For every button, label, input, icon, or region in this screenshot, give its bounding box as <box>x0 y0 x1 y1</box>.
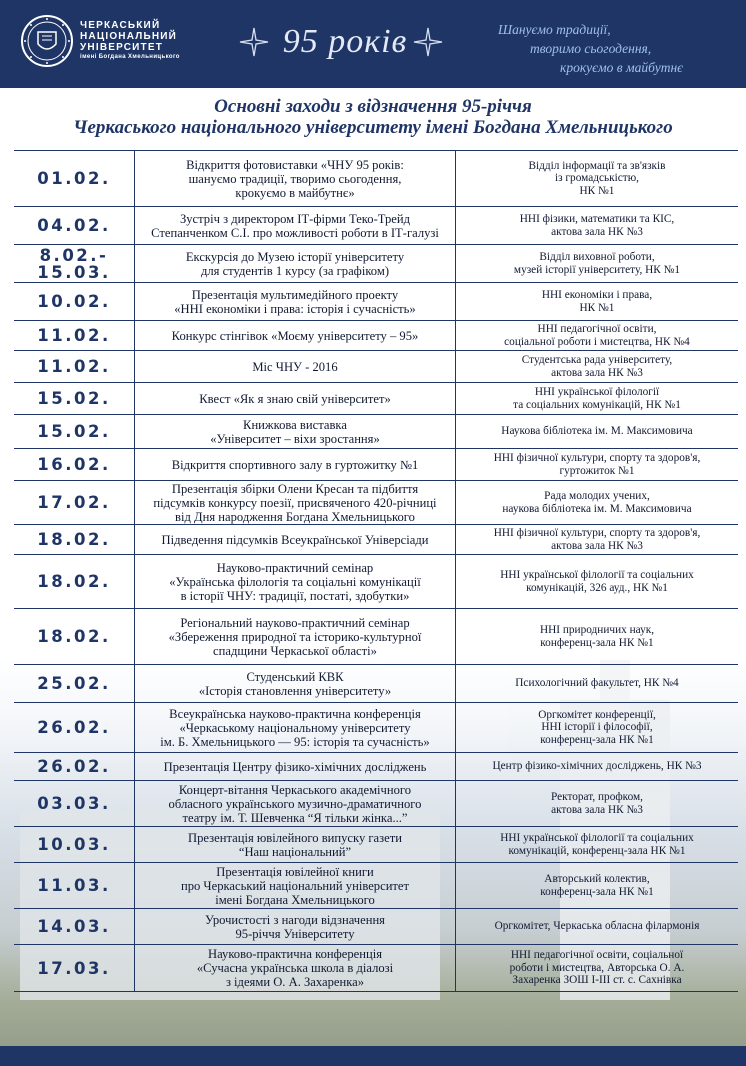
table-row <box>14 554 738 608</box>
event-organizer: ННІ фізичної культури, спорту та здоров'я, гуртожиток №1 <box>493 452 701 477</box>
event-title: Книжкова виставка «Університет – віхи зростання» <box>134 415 456 448</box>
event-title: Урочистості з нагоди відзначення 95-річчя Університету <box>134 909 456 944</box>
event-organizer: ННІ фізики, математики та КІС, актова зала НК №3 <box>519 213 675 238</box>
event-date: 25.02. <box>37 674 111 693</box>
events-schedule-table <box>14 150 738 992</box>
event-organizer: Студентська рада університету, актова зала НК №3 <box>521 354 673 379</box>
page-title-line: Черкаського національного університету імені Богдана Хмельницького <box>73 117 673 138</box>
event-title: Квест «Як я знаю свій університет» <box>134 383 456 414</box>
table-row <box>14 206 738 244</box>
university-seal-icon <box>20 14 74 68</box>
table-row <box>14 752 738 780</box>
event-date: 11.02. <box>37 326 111 345</box>
event-date: 8.02.- 15.03. <box>37 245 111 282</box>
table-row <box>14 780 738 826</box>
table-row <box>14 350 738 382</box>
event-title: Регіональний науково-практичний семінар «Збереження природної та історико-культурної спадщини Черкаської області» <box>134 609 456 664</box>
event-title: Презентація ювілейної книги про Черкаський національний університет імені Богдана Хмельницького <box>134 863 456 908</box>
event-title: Студенський КВК «Історія становлення університету» <box>134 665 456 702</box>
event-organizer: Наукова бібліотека ім. М. Максимовича <box>501 425 693 438</box>
event-title: Підведення підсумків Всеукраїнської Універсіади <box>134 525 456 554</box>
event-date: 26.02. <box>37 757 111 776</box>
university-name-subline: імені Богдана Хмельницького <box>80 54 180 60</box>
header-banner <box>0 0 746 88</box>
event-date: 01.02. <box>37 169 111 188</box>
event-title: Міс ЧНУ - 2016 <box>134 351 456 382</box>
table-row <box>14 664 738 702</box>
table-row <box>14 702 738 752</box>
event-date: 15.02. <box>37 389 111 408</box>
table-row <box>14 244 738 282</box>
table-row <box>14 908 738 944</box>
table-row <box>14 944 738 992</box>
event-date: 10.03. <box>37 835 111 854</box>
university-name-line: ЧЕРКАСЬКИЙ <box>80 20 161 31</box>
slogan-line: Шануємо традиції, <box>498 22 611 37</box>
event-organizer: ННІ природничих наук, конференц-зала НК №1 <box>539 624 655 649</box>
event-organizer: ННІ української філології та соціальних комунікацій, 326 ауд., НК №1 <box>500 569 694 594</box>
event-organizer: Авторський колектив, конференц-зала НК №1 <box>540 873 654 898</box>
event-organizer: Рада молодих учених, наукова бібліотека ім. М. Максимовича <box>502 490 692 515</box>
event-date: 15.02. <box>37 422 111 441</box>
table-row <box>14 448 738 480</box>
event-title: Зустріч з директором ІТ-фірми Теко-Трейд Степанченком С.І. про можливості роботи в ІТ-галузі <box>134 207 456 244</box>
event-date: 18.02. <box>37 530 111 549</box>
page-title <box>0 96 746 138</box>
event-title: Науково-практичний семінар «Українська філологія та соціальні комунікації в історії ЧНУ: традиції, постаті, здобутки» <box>134 555 456 608</box>
event-date: 16.02. <box>37 455 111 474</box>
event-title: Презентація ювілейного випуску газети “Наш національний” <box>134 827 456 862</box>
table-row <box>14 608 738 664</box>
anniversary-title: 95 років <box>282 23 408 60</box>
event-organizer: ННІ економіки і права, НК №1 <box>541 289 653 314</box>
table-row <box>14 862 738 908</box>
event-date: 17.03. <box>37 958 111 978</box>
university-name-line: НАЦІОНАЛЬНИЙ <box>80 31 178 42</box>
event-organizer: Центр фізико-хімічних досліджень, НК №3 <box>492 760 702 773</box>
event-title: Екскурсія до Музею історії університету для студентів 1 курсу (за графіком) <box>134 245 456 282</box>
event-title: Науково-практична конференція «Сучасна українська школа в діалозі з ідеями О. А. Захаренка» <box>134 945 456 991</box>
event-title: Презентація збірки Олени Кресан та підбиття підсумків конкурсу поезії, присвяченого 420-річниці від Дня народження Богдана Хмельницького <box>134 481 456 524</box>
event-title: Презентація Центру фізико-хімічних досліджень <box>134 753 456 780</box>
event-date: 26.02. <box>37 718 111 737</box>
event-date: 17.02. <box>37 493 111 512</box>
table-row <box>14 320 738 350</box>
sparkle-star-icon <box>412 26 444 58</box>
slogan <box>490 20 720 77</box>
university-name-line: УНІВЕРСИТЕТ <box>80 42 164 53</box>
event-title: Відкриття фотовиставки «ЧНУ 95 років: шануємо традиції, творимо сьогодення, крокуємо в майбутнє» <box>134 151 456 206</box>
slogan-line: крокуємо в майбутнє <box>560 60 684 75</box>
event-organizer: Психологічний факультет, НК №4 <box>515 677 679 690</box>
event-organizer: ННІ педагогічної освіти, соціальної роботи і мистецтва, НК №4 <box>504 323 690 348</box>
event-organizer: Оргкомітет конференції, ННІ історії і філософії, конференц-зала НК №1 <box>538 708 656 746</box>
event-title: Конкурс стінгівок «Моєму університету – 95» <box>134 321 456 350</box>
event-date: 11.03. <box>37 876 111 895</box>
table-row <box>14 524 738 554</box>
event-date: 11.02. <box>37 357 111 376</box>
event-date: 18.02. <box>37 572 111 591</box>
event-title: Відкриття спортивного залу в гуртожитку №1 <box>134 449 456 480</box>
page-title-line: Основні заходи з відзначення 95-річчя <box>214 96 532 117</box>
table-row <box>14 382 738 414</box>
table-row <box>14 282 738 320</box>
event-organizer: ННІ фізичної культури, спорту та здоров'я, актова зала НК №3 <box>493 527 701 552</box>
event-organizer: ННІ педагогічної освіти, соціальної роботи і мистецтва, Авторська О. А. Захаренка ЗОШ І-ІІІ ст. с. Сахнівка <box>509 949 685 987</box>
event-organizer: Ректорат, профком, актова зала НК №3 <box>550 791 643 816</box>
event-title: Презентація мультимедійного проекту «ННІ економіки і права: історія і сучасність» <box>134 283 456 320</box>
event-date: 04.02. <box>37 216 111 235</box>
table-row <box>14 480 738 524</box>
table-row <box>14 414 738 448</box>
event-organizer: ННІ української філології та соціальних комунікацій, конференц-зала НК №1 <box>500 832 694 857</box>
event-date: 10.02. <box>37 292 111 311</box>
university-name <box>80 20 190 62</box>
event-organizer: Відділ інформації та зв'язків із громадськістю, НК №1 <box>528 159 666 197</box>
slogan-line: творимо сьогодення, <box>530 41 652 56</box>
event-date: 18.02. <box>37 627 111 646</box>
table-row <box>14 826 738 862</box>
event-title: Концерт-вітання Черкаського академічного обласного українського музично-драматичного театру ім. Т. Шевченка “Я тільки жінка...” <box>134 781 456 826</box>
university-logo <box>20 14 180 72</box>
event-organizer: ННІ української філології та соціальних комунікацій, НК №1 <box>513 386 681 411</box>
table-row <box>14 150 738 206</box>
event-title: Всеукраїнська науково-практична конференція «Черкаському національному університету ім. Б. Хмельницького — 95: історія та сучасність» <box>134 703 456 752</box>
footer-bar <box>0 1046 746 1066</box>
event-organizer: Відділ виховної роботи, музей історії університету, НК №1 <box>513 251 681 276</box>
event-date: 14.03. <box>37 917 111 936</box>
event-organizer: Оргкомітет, Черкаська обласна філармонія <box>494 920 700 933</box>
event-date: 03.03. <box>37 794 111 813</box>
